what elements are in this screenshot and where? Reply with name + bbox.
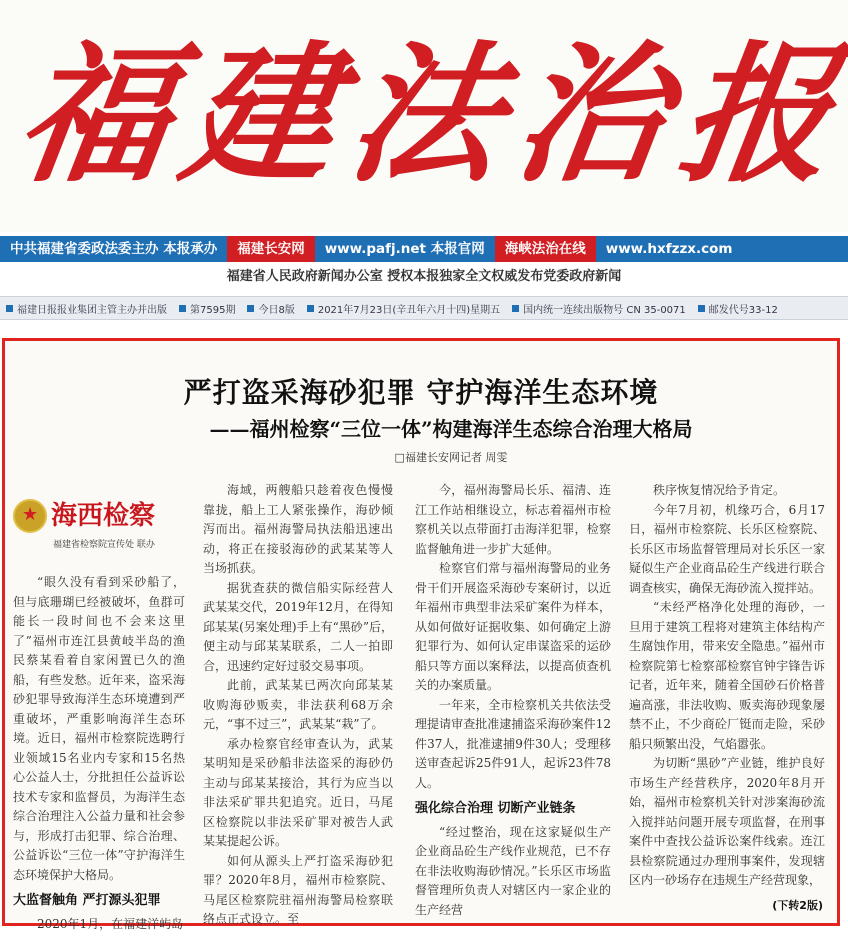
square-icon	[6, 305, 13, 312]
section-heading: 大监督触角 严打源头犯罪	[13, 893, 161, 908]
square-icon	[179, 305, 186, 312]
continued-on-page-2[interactable]: (下转2版)	[772, 899, 823, 912]
info-item: 福建日报报业集团主管主办并出版	[0, 301, 173, 316]
paragraph: 秩序恢复情况给予肯定。	[653, 483, 786, 497]
masthead-char: 治	[504, 27, 675, 203]
square-icon	[698, 305, 705, 312]
masthead-char: 报	[669, 27, 841, 203]
paragraph: 今，福州海警局长乐、福清、连江工作站相继设立，标志着福州市检察机关以点带面打击海洋犯罪，检察监督触角进一步扩大延伸。	[415, 483, 611, 556]
article-headline: 严打盗采海砂犯罪 守护海洋生态环境	[183, 376, 659, 409]
masthead-char: 法	[338, 27, 510, 203]
masthead-char: 福	[7, 27, 179, 203]
logo-name: 海西检察	[51, 501, 156, 531]
square-icon	[247, 305, 254, 312]
paragraph: “经过整治，现在这家疑似生产企业商品砼生产线作业规范，已不存在非法收购海砂情况。”长乐区市场监督管理所负责人对辖区内一家企业的生产经营	[415, 824, 611, 917]
featured-article	[2, 338, 840, 931]
haixi-procuratorate-logo	[13, 493, 203, 555]
paragraph: 一年来，全市检察机关共依法受理提请审查批准逮捕盗采海砂案件12件37人，批准逮捕9件30人；受理移送审查起诉25件91人，起诉23件78人。	[415, 697, 611, 790]
issue-info-bar	[0, 296, 848, 320]
masthead-title	[7, 10, 841, 220]
masthead-char: 建	[173, 27, 344, 203]
column-2	[203, 481, 393, 926]
authorization-line: 福建省人民政府新闻办公室 授权本报独家全文权威发布党委政府新闻	[226, 269, 622, 284]
info-item: 第7595期	[173, 301, 241, 316]
square-icon	[307, 305, 314, 312]
info-item: 今日8版	[241, 301, 300, 316]
article-subhead: ——福州检察“三位一体”构建海洋生态综合治理大格局	[209, 417, 693, 441]
paragraph: 如何从源头上严打盗采海砂犯罪？2020年8月，福州市检察院、马尾区检察院驻福州海警局检察联络点正式设立。至	[203, 853, 393, 926]
masthead	[0, 0, 848, 232]
column-4	[629, 481, 825, 901]
column-3	[415, 481, 611, 923]
national-emblem-icon	[13, 499, 47, 533]
paragraph: 海域，两艘船只趁着夜色慢慢靠拢，船上工人紧张操作，海砂倾泻而出。福州海警局执法船迅速出动，将正在接驳海砂的武某某等人当场抓获。	[203, 483, 393, 575]
paragraph: 检察官们常与福州海警局的业务骨干们开展盗采海砂专案研讨，以近年福州市典型非法采矿案件为样本，从如何做好证据收集、如何确定上游犯罪行为、如何认定串谋盗采的运砂船只等方面以案释法，以提高侦查机关的办案质量。	[415, 561, 611, 692]
paragraph: “未经严格净化处理的海砂，一旦用于建筑工程将对建筑主体结构产生腐蚀作用，带来安全隐患。”福州市检察院第七检察部检察官钟宇锋告诉记者，近年来，随着全国砂石价格普遍高涨，非法收购、贩卖海砂现象屡禁不止，不少商砼厂铤而走险，采砂船只频繁出没，气焰嚣张。	[629, 600, 825, 751]
site-badge-changan[interactable]: 福建长安网	[227, 236, 315, 262]
paragraph: 2020年1月，在福建洋屿岛	[37, 916, 184, 931]
logo-sub: 福建省检察院宣传处 联办	[53, 540, 155, 550]
paragraph: 今年7月初，机缘巧合，6月17日，福州市检察院、长乐区检察院、长乐区市场监督管理局对长乐区一家疑似生产企业商品砼生产线进行联合调查核实，确保无海砂流入搅拌站。	[629, 502, 825, 595]
section-heading: 强化综合治理 切断产业链条	[415, 801, 576, 816]
publisher-segment: 中共福建省委政法委主办 本报承办	[10, 241, 218, 257]
square-icon	[512, 305, 519, 312]
paragraph: 此前，武某某已两次向邱某某收购海砂贩卖，非法获利68万余元，“事不过三”，武某某“栽”了。	[203, 678, 393, 731]
info-item: 邮发代号33-12	[692, 301, 784, 316]
site-link-hxfzzx[interactable]: www.hxfzzx.com	[605, 241, 733, 257]
article-byline: □福建长安网记者 周雯	[394, 451, 508, 464]
paragraph: 据犹查获的微信船实际经营人武某某交代，2019年12月，在得知邱某某(另案处理)手上有“黑砂”后，便主动与邱某某联系，二人一拍即合，迅速约定好过驳交易事项。	[203, 580, 393, 673]
info-item: 国内统一连续出版物号 CN 35-0071	[506, 301, 692, 316]
paragraph: 为切断“黑砂”产业链，维护良好市场生产经营秩序，2020年8月开始，福州市检察机关针对涉案海砂流入搅拌站问题开展专项监督，在刑事案件中查找公益诉讼案件线索。连江县检察院通过办理刑事案件，发现辖区内一砂场存在违规生产经营现象，	[629, 756, 825, 887]
info-item: 2021年7月23日(辛丑年六月十四)星期五	[301, 301, 506, 316]
column-1	[13, 573, 185, 931]
paragraph: 承办检察官经审查认为，武某某明知是采砂船非法盗采的海砂仍主动与邱某某接洽，其行为应当以非法采矿罪共犯追究。近日，马尾区检察院以非法采矿罪对被告人武某某提起公诉。	[203, 736, 393, 848]
site-badge-haixia[interactable]: 海峡法治在线	[495, 236, 596, 262]
site-link-pafj[interactable]: www.pafj.net 本报官网	[324, 241, 485, 257]
paragraph: “眼久没有看到采砂船了，但与底珊瑚已经被破坏，鱼群可能长一段时间也不会来这里了”福州市连江县黄岐半岛的渔民蔡某看着自家闲置已久的渔船，有些发愁。近年来，盗采海砂犯罪导致海洋生态环境遭到严重破坏，严重影响海洋生态环境。近日，福州市检察院选聘行业领域15名业内专家和15名热心公益人士，分批担任公益诉讼技术专家和监督员，为海洋生态综合治理注入公益力量和社会参与，形成打击犯罪、综合治理、公益诉讼“三位一体”守护海洋生态环境保护大格局。	[13, 575, 185, 882]
publisher-bar	[0, 236, 848, 262]
